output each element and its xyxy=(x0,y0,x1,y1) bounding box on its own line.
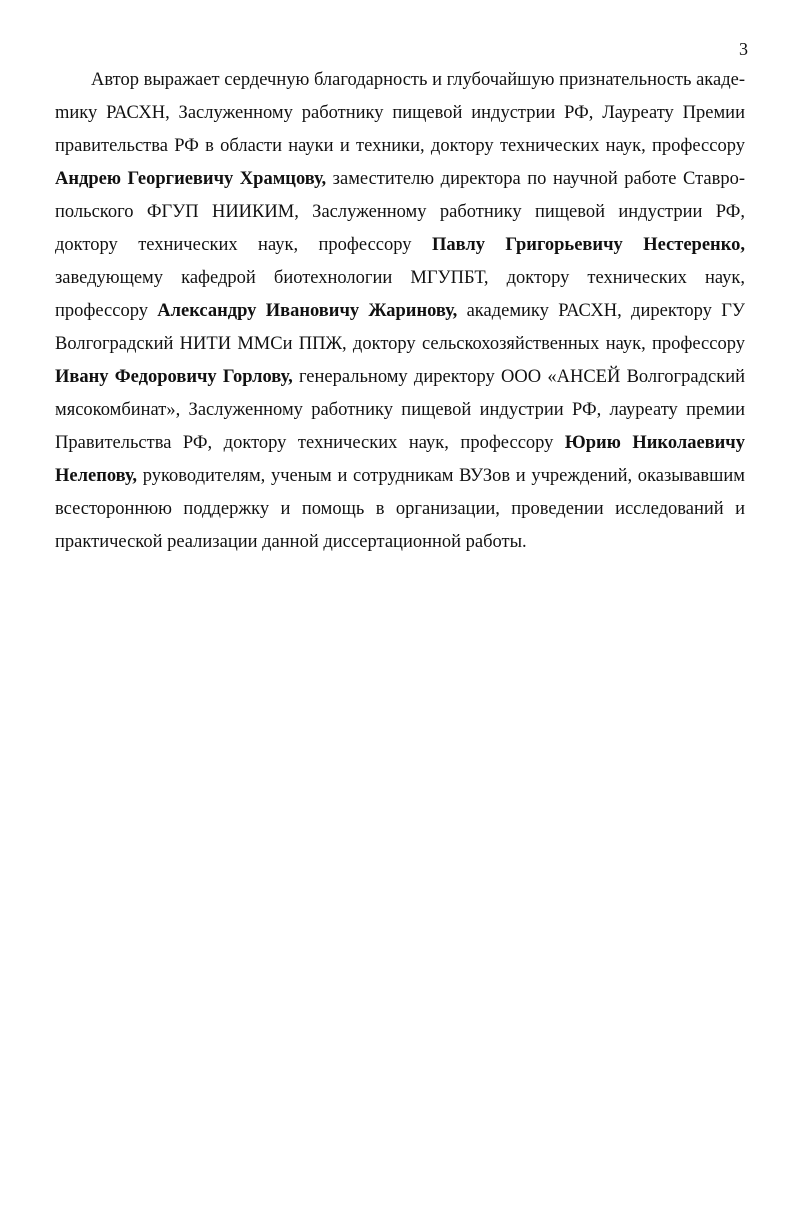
text-run: заведующему кафедрой биотехнологии МГУПБТ, доктору технических наук, профессору xyxy=(55,268,745,321)
text-run: генеральному директору ООО «АНСЕЙ Волгоградский мясокомбинат», Заслуженному работнику пищевой индустрии РФ, лауреату премии Правительства РФ, доктору технических наук, профессору xyxy=(55,367,745,453)
text-run: руководителям, ученым и сотрудникам ВУЗов и учреждений, оказывавшим всестороннюю поддержку и помощь в организации, проведении исследований и практической реализации данной диссертационной работы. xyxy=(55,466,745,552)
acknowledgement-paragraph xyxy=(55,64,745,559)
bold-name-run: Ивану Федоровичу Горлову, xyxy=(55,367,293,387)
text-run: академику РАСХН, директору ГУ Волгоградский НИТИ ММСи ППЖ, доктору сельскохозяйственных наук, профессору xyxy=(55,301,745,354)
bold-name-run: Павлу Григорьевичу Нестеренко, xyxy=(431,235,745,255)
bold-name-run: Андрею Георгиевичу Храмцову, xyxy=(55,169,327,189)
text-run: заместителю директора по научной работе Ставропольского ФГУП НИИКИМ, Заслуженному работнику пищевой индустрии РФ, доктору технических наук, профессору xyxy=(55,169,746,255)
text-run: Автор выражает сердечную благодарность и глубочайшую признательность акадеmику РАСХН, Заслуженному работнику пищевой индустрии РФ, Лауреату Премии правительства РФ в области науки и техники, доктору технических наук, профессору xyxy=(55,70,745,156)
bold-name-run: Юрию Николаевичу Нелепову, xyxy=(55,433,745,486)
page-number: 3 xyxy=(739,39,748,59)
bold-name-run: Александру Ивановичу Жаринову, xyxy=(157,301,458,321)
